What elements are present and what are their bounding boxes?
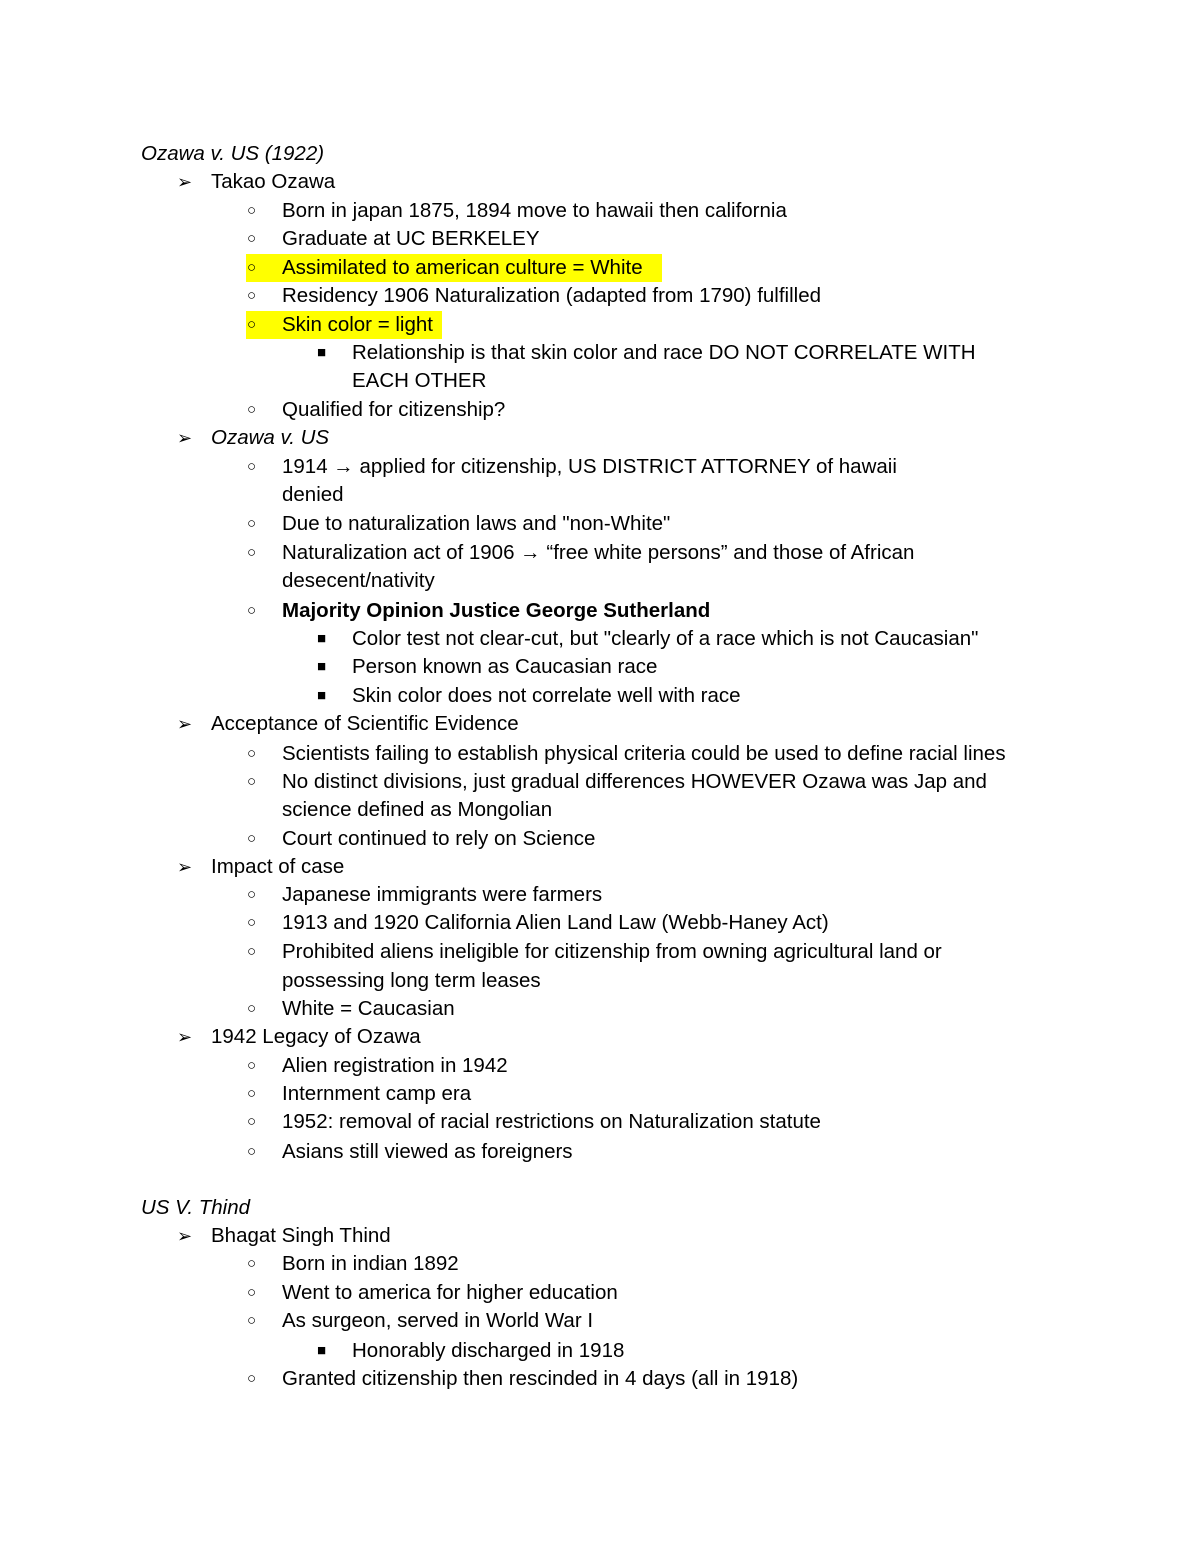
- list-item-text: denied: [282, 483, 344, 506]
- hollow-circle-bullet-icon: ○: [247, 1085, 257, 1102]
- list-item-text: Alien registration in 1942: [282, 1054, 508, 1077]
- list-item-text: Majority Opinion Justice George Sutherland: [282, 599, 711, 622]
- list-item-text: Color test not clear-cut, but "clearly of a race which is not Caucasian": [352, 627, 979, 650]
- filled-square-bullet-icon: ■: [317, 344, 327, 361]
- list-item-text: 1942 Legacy of Ozawa: [211, 1025, 421, 1048]
- hollow-circle-bullet-icon: ○: [247, 316, 257, 333]
- list-item-text: 1952: removal of racial restrictions on Naturalization statute: [282, 1110, 821, 1133]
- hollow-circle-bullet-icon: ○: [247, 1113, 257, 1130]
- hollow-circle-bullet-icon: ○: [247, 259, 257, 276]
- hollow-circle-bullet-icon: ○: [247, 544, 257, 561]
- list-item-text: Prohibited aliens ineligible for citizenship from owning agricultural land or: [282, 940, 942, 963]
- hollow-circle-bullet-icon: ○: [247, 515, 257, 532]
- list-item-text: Residency 1906 Naturalization (adapted from 1790) fulfilled: [282, 284, 822, 307]
- list-item-text: Born in japan 1875, 1894 move to hawaii then california: [282, 199, 787, 222]
- hollow-circle-bullet-icon: ○: [247, 773, 257, 790]
- hollow-circle-bullet-icon: ○: [247, 745, 257, 762]
- list-item-text: Person known as Caucasian race: [352, 655, 658, 678]
- hollow-circle-bullet-icon: ○: [247, 943, 257, 960]
- list-item-text: Takao Ozawa: [211, 170, 336, 193]
- list-item-text: Honorably discharged in 1918: [352, 1339, 625, 1362]
- list-item-text: EACH OTHER: [352, 369, 487, 392]
- hollow-circle-bullet-icon: ○: [247, 458, 257, 475]
- list-item-text: Internment camp era: [282, 1082, 472, 1105]
- hollow-circle-bullet-icon: ○: [247, 1255, 257, 1272]
- list-item-text: Japanese immigrants were farmers: [282, 883, 603, 906]
- arrowhead-bullet-icon: ➢: [177, 857, 193, 877]
- list-item-text: White = Caucasian: [282, 997, 455, 1020]
- hollow-circle-bullet-icon: ○: [247, 1370, 257, 1387]
- hollow-circle-bullet-icon: ○: [247, 230, 257, 247]
- list-item-text: As surgeon, served in World War I: [282, 1309, 594, 1332]
- section-title: US V. Thind: [141, 1196, 250, 1219]
- hollow-circle-bullet-icon: ○: [247, 1312, 257, 1329]
- list-item-text: Ozawa v. US: [211, 426, 330, 449]
- list-item-text: Impact of case: [211, 855, 345, 878]
- list-item-text: Scientists failing to establish physical criteria could be used to define racial lines: [282, 742, 1006, 765]
- section-title: Ozawa v. US (1922): [141, 142, 325, 165]
- hollow-circle-bullet-icon: ○: [247, 914, 257, 931]
- list-item-text: Graduate at UC BERKELEY: [282, 227, 540, 250]
- list-item-text-highlighted: Assimilated to american culture = White: [282, 256, 643, 279]
- arrowhead-bullet-icon: ➢: [177, 172, 193, 192]
- arrowhead-bullet-icon: ➢: [177, 714, 193, 734]
- list-item-text: 1913 and 1920 California Alien Land Law (Webb-Haney Act): [282, 911, 829, 934]
- filled-square-bullet-icon: ■: [317, 658, 327, 675]
- hollow-circle-bullet-icon: ○: [247, 202, 257, 219]
- list-item-text: 1914 → applied for citizenship, US DISTRICT ATTORNEY of hawaii: [282, 455, 897, 478]
- hollow-circle-bullet-icon: ○: [247, 602, 257, 619]
- list-item-text: Acceptance of Scientific Evidence: [211, 712, 519, 735]
- list-item-text: Qualified for citizenship?: [282, 398, 506, 421]
- list-item-text: Born in indian 1892: [282, 1252, 459, 1275]
- filled-square-bullet-icon: ■: [317, 630, 327, 647]
- list-item-text: Asians still viewed as foreigners: [282, 1140, 573, 1163]
- list-item-text: desecent/nativity: [282, 569, 435, 592]
- filled-square-bullet-icon: ■: [317, 1342, 327, 1359]
- list-item-text: Granted citizenship then rescinded in 4 days (all in 1918): [282, 1367, 799, 1390]
- list-item-text: Due to naturalization laws and "non-White": [282, 512, 671, 535]
- list-item-text: science defined as Mongolian: [282, 798, 553, 821]
- list-item-text-highlighted: Skin color = light: [282, 313, 433, 336]
- arrowhead-bullet-icon: ➢: [177, 1027, 193, 1047]
- list-item-text: Bhagat Singh Thind: [211, 1224, 391, 1247]
- hollow-circle-bullet-icon: ○: [247, 1000, 257, 1017]
- list-item-text: Naturalization act of 1906 → “free white persons” and those of African: [282, 541, 915, 564]
- list-item-text: Skin color does not correlate well with race: [352, 684, 741, 707]
- list-item-text: Relationship is that skin color and race DO NOT CORRELATE WITH: [352, 341, 976, 364]
- list-item-text: possessing long term leases: [282, 969, 541, 992]
- hollow-circle-bullet-icon: ○: [247, 830, 257, 847]
- hollow-circle-bullet-icon: ○: [247, 401, 257, 418]
- hollow-circle-bullet-icon: ○: [247, 287, 257, 304]
- filled-square-bullet-icon: ■: [317, 687, 327, 704]
- list-item-text: Court continued to rely on Science: [282, 827, 596, 850]
- hollow-circle-bullet-icon: ○: [247, 886, 257, 903]
- hollow-circle-bullet-icon: ○: [247, 1057, 257, 1074]
- arrowhead-bullet-icon: ➢: [177, 428, 193, 448]
- hollow-circle-bullet-icon: ○: [247, 1143, 257, 1160]
- arrowhead-bullet-icon: ➢: [177, 1226, 193, 1246]
- list-item-text: Went to america for higher education: [282, 1281, 618, 1304]
- list-item-text: No distinct divisions, just gradual differences HOWEVER Ozawa was Jap and: [282, 770, 987, 793]
- hollow-circle-bullet-icon: ○: [247, 1284, 257, 1301]
